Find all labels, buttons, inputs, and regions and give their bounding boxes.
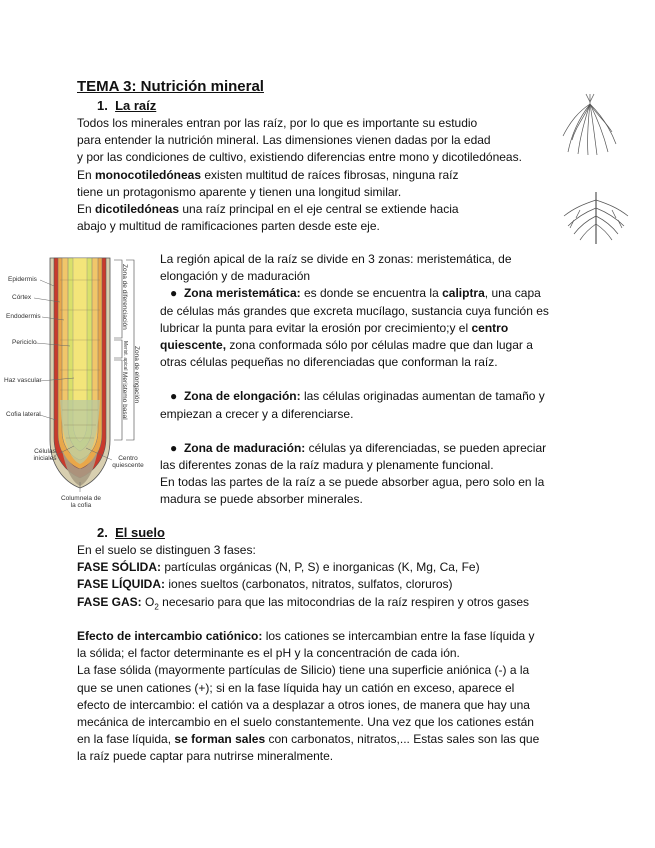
bullet-icon: ● [170, 286, 178, 301]
label-pericycle: Periciclo [12, 339, 37, 346]
text-line: la raíz puede captar para nutrirse mineralmente. [77, 749, 334, 764]
text-line: mecánica de intercambio en el suelo constantemente. Una vez que los cationes están [77, 715, 534, 730]
label-initials: Células iniciales [33, 448, 57, 462]
label-zone-meristem: Meristemo basal [121, 372, 128, 420]
text-line: En dicotiledóneas una raíz principal en el eje central se extiende hacia [77, 202, 459, 217]
section-number: 1. [97, 98, 108, 113]
text-line: En monocotiledóneas existen multitud de raíces fibrosas, ninguna raíz [77, 167, 459, 182]
soil-phases [77, 542, 529, 615]
label-zone-apical: Merist. apical [122, 341, 128, 371]
text-line: otras células pequeñas no diferenciadas que conforman la raíz. [160, 355, 498, 370]
text-line: para entender la nutrición mineral. Las dimensiones vienen dadas por la edad [77, 133, 491, 148]
phase-gas: FASE GAS: $O_2$ necesario para que las mitocondrias de la raíz respiren y otros gases [77, 594, 530, 611]
bold-term: dicotiledóneas [95, 202, 180, 217]
label-vascular: Haz vascular [4, 377, 42, 384]
section-number: 2. [97, 525, 108, 540]
bullet-icon: ● [170, 389, 178, 404]
bullet-icon: ● [170, 440, 178, 455]
label-quiescent: Centro quiescente [112, 455, 144, 469]
label-zone-differentiation: Zona de diferenciación [121, 264, 128, 330]
label-columella: Columnela de la cofia [60, 495, 102, 509]
text-line: empiezan a crecer y a diferenciarse. [160, 406, 354, 421]
text-line: Todos los minerales entran por las raíz, por lo que es importante su estudio [77, 116, 478, 130]
text-line: abajo y multitud de ramificaciones parten desde este eje. [77, 219, 380, 234]
intro-paragraph [77, 115, 522, 235]
text-line: Efecto de intercambio catiónico: los cationes se intercambian entre la fase líquida y [77, 629, 535, 643]
label-cortex: Córtex [12, 294, 32, 301]
monocot-roots-image [560, 92, 620, 157]
cation-exchange-paragraph [77, 628, 539, 766]
dicot-roots-image [560, 190, 632, 246]
text-line: lubricar la punta para evitar la erosión por crecimiento;y el centro [160, 320, 509, 335]
text-line: y por las condiciones de cultivo, existiendo diferencias entre mono y dicotiledóneas. [77, 150, 522, 165]
section-title: La raíz [115, 98, 157, 113]
phase-liquid: FASE LÍQUIDA: iones sueltos (carbonatos, nitratos, sulfatos, cloruros) [77, 577, 453, 592]
section-heading-raiz [97, 98, 156, 113]
apical-region-text [160, 251, 549, 509]
text-line: madura se puede absorber minerales. [160, 492, 363, 507]
section-title: El suelo [115, 525, 165, 540]
bullet-zona-maduracion: ● Zona de maduración: células ya diferenciadas, se pueden apreciar [170, 440, 547, 455]
page-title: TEMA 3: Nutrición mineral [77, 78, 264, 95]
text-line: efecto de intercambio: el catión va a desplazar a otros iones, de manera que hay una [77, 697, 530, 712]
text-line: la sólida; el factor determinante es el pH y la concentración de cada ión. [77, 646, 460, 661]
text-line: En todas las partes de la raíz a se puede absorber agua, pero solo en la [160, 475, 545, 490]
label-zone-elongation: Zona de elongación [133, 346, 140, 404]
text-line: en la fase líquida, se forman sales con carbonatos, nitratos,... Estas sales son las que [77, 732, 540, 747]
bullet-zona-meristematica: ● Zona meristemática: es donde se encuentra la caliptra, una capa [170, 286, 541, 301]
text-line: las diferentes zonas de la raíz madura y plenamente funcional. [160, 458, 494, 473]
text-line: quiescente, zona conformada sólo por células madre que dan lugar a [160, 338, 533, 353]
section-heading-suelo [97, 525, 165, 540]
text-line: que se unen cationes (+); si en la fase líquida hay un catión en exceso, aparece el [77, 680, 515, 695]
text-line: tiene un protagonismo aparente y tienen una longitud similar. [77, 184, 402, 199]
bold-term: monocotiledóneas [95, 167, 202, 182]
label-lateral-cap: Cofia lateral [6, 411, 41, 418]
text-line: La fase sólida (mayormente partículas de Silicio) tiene una superficie aniónica (-) a la [77, 663, 530, 678]
phase-solid: FASE SÓLIDA: partículas orgánicas (N, P, S) e inorganicas (K, Mg, Ca, Fe) [77, 560, 480, 575]
root-apex-diagram [2, 250, 152, 515]
text-line: de células más grandes que excreta mucílago, sustancia cuya función es [160, 303, 549, 318]
bullet-zona-elongacion: ● Zona de elongación: las células originadas aumentan de tamaño y [170, 389, 545, 404]
text-line: elongación y de maduración [160, 269, 311, 284]
label-endodermis: Endodermis [6, 313, 41, 320]
text-line: En el suelo se distinguen 3 fases: [77, 543, 256, 557]
label-epidermis: Epidermis [8, 276, 37, 283]
text-line: La región apical de la raíz se divide en 3 zonas: meristemática, de [160, 252, 512, 266]
